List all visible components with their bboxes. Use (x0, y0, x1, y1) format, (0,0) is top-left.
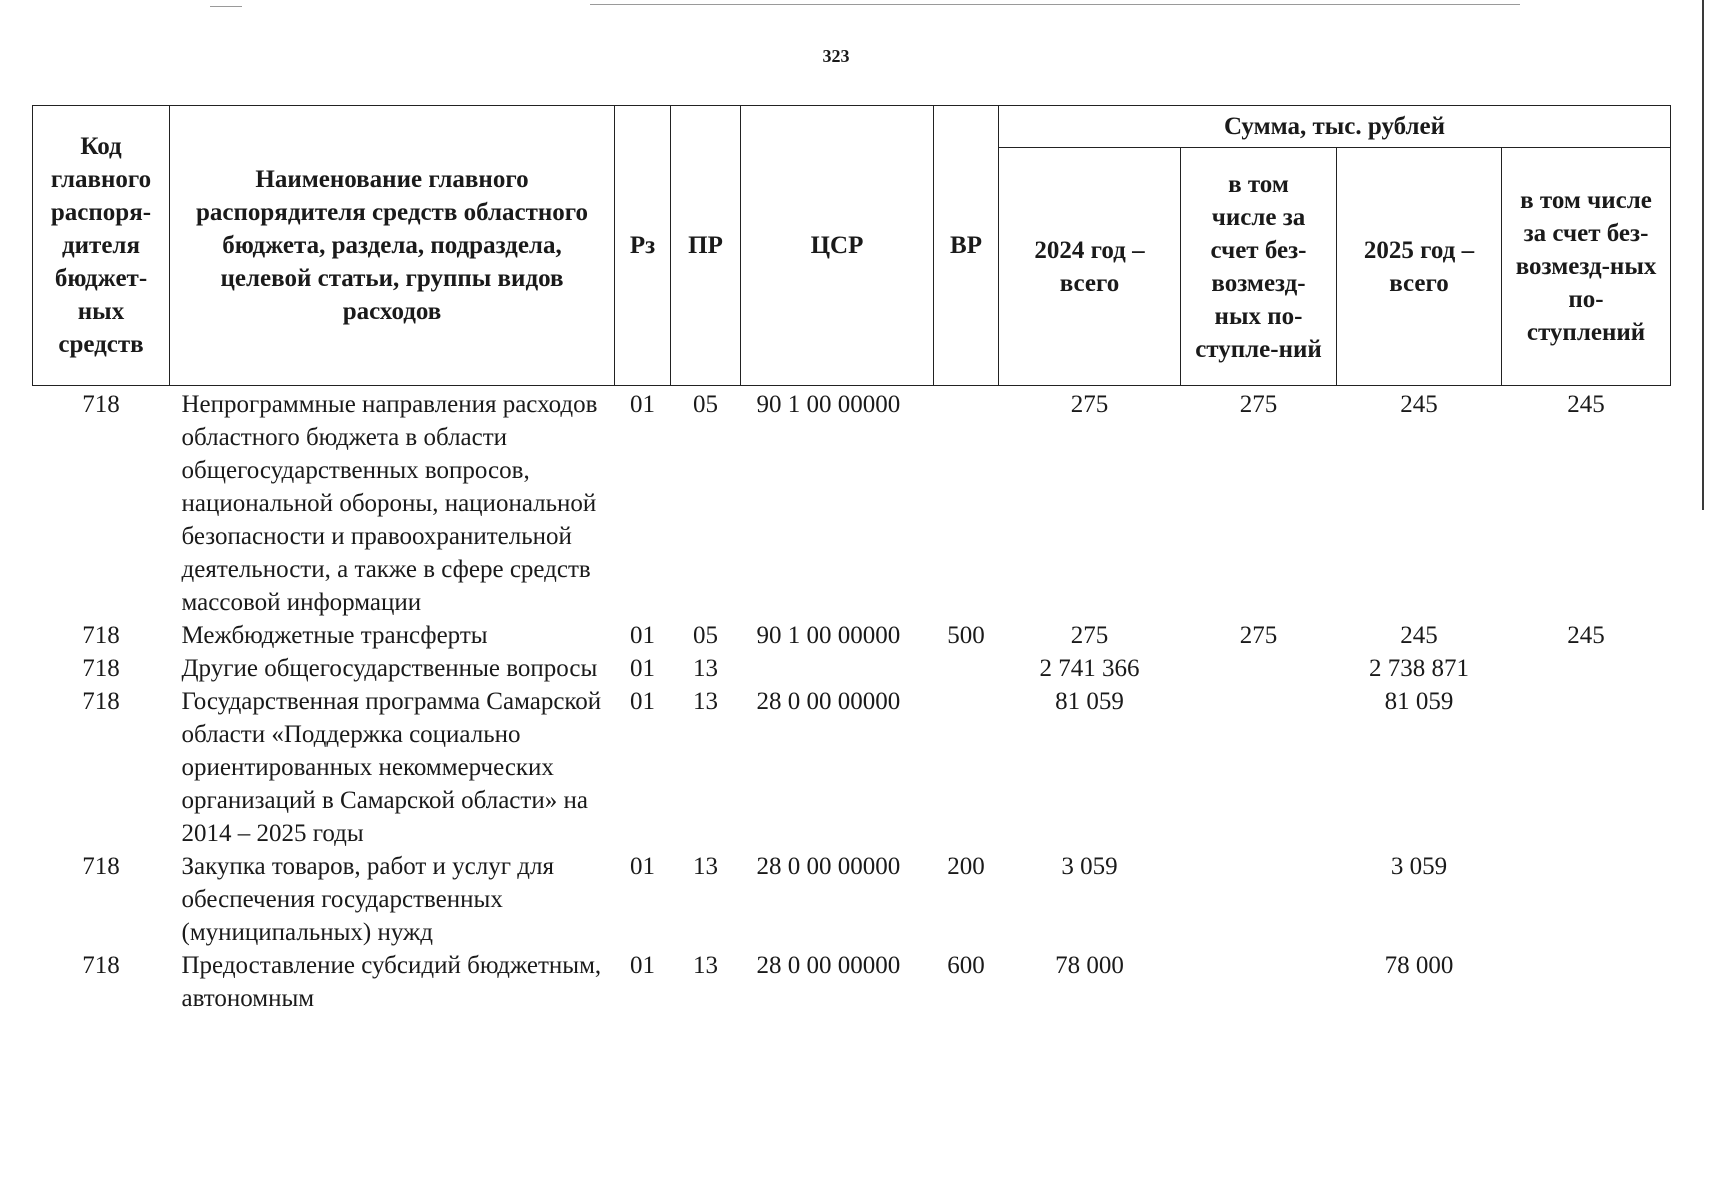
cell-name: Другие общегосударственные вопросы (181, 655, 598, 682)
header-2024-free: в том числе за счет без-возмезд-ных по-ступле-ний (1181, 148, 1337, 386)
table-body (33, 386, 1671, 1016)
cell-vr: 500 (947, 622, 985, 649)
cell-2025-free: 245 (1567, 391, 1605, 418)
cell-2025-total: 2 738 871 (1369, 655, 1469, 682)
cell-2025-total: 3 059 (1390, 853, 1448, 880)
cell-csr: 28 0 00 00000 (756, 688, 901, 715)
cell-rz: 01 (630, 688, 655, 715)
cell-pr: 13 (693, 688, 718, 715)
cell-2025-total: 245 (1400, 622, 1438, 649)
cell-2024-free (1181, 652, 1337, 685)
cell-vr (934, 652, 999, 685)
cell-pr: 13 (693, 853, 718, 880)
cell-2024-free (1181, 949, 1337, 1015)
cell-2025-total: 245 (1400, 391, 1438, 418)
cell-name: Закупка товаров, работ и услуг для обеспечения государственных (муниципальных) нужд (181, 853, 554, 946)
cell-2025-free (1502, 850, 1671, 949)
cell-2025-free (1502, 685, 1671, 850)
cell-2025-total: 78 000 (1384, 952, 1454, 979)
cell-2025-total: 81 059 (1384, 688, 1454, 715)
cell-2024-total: 3 059 (1061, 853, 1118, 880)
cell-vr (934, 386, 999, 620)
cell-csr (741, 652, 934, 685)
cell-2025-free: 245 (1567, 622, 1605, 649)
cell-rz: 01 (630, 622, 655, 649)
cell-2024-total: 78 000 (1055, 952, 1124, 979)
cell-name: Государственная программа Самарской области «Поддержка социально ориентированных некоммерческих организаций в Самарской области» на 2014 – 2025 годы (181, 688, 602, 847)
cell-code: 718 (82, 952, 120, 979)
cell-2024-total: 81 059 (1055, 688, 1124, 715)
cell-rz: 01 (630, 952, 655, 979)
header-csr: ЦСР (741, 106, 934, 386)
cell-2024-total: 275 (1070, 622, 1109, 649)
table-row (33, 619, 1671, 652)
cell-2024-free (1181, 685, 1337, 850)
header-name: Наименование главного распорядителя средств областного бюджета, раздела, подраздела, целевой статьи, группы видов расходов (170, 106, 615, 386)
cell-2025-free (1502, 652, 1671, 685)
table-row (33, 652, 1671, 685)
cell-2024-free: 275 (1239, 622, 1278, 649)
cell-code: 718 (82, 655, 120, 682)
cell-vr: 200 (947, 853, 985, 880)
cell-vr (934, 685, 999, 850)
cell-rz: 01 (630, 853, 655, 880)
cell-pr: 13 (693, 655, 718, 682)
header-pr: ПР (671, 106, 741, 386)
cell-csr: 90 1 00 00000 (756, 622, 901, 649)
cell-code: 718 (82, 688, 120, 715)
header-code: Код главного распоря-дителя бюджет-ных средств (33, 106, 170, 386)
cell-2025-free (1502, 949, 1671, 1015)
cell-name: Предоставление субсидий бюджетным, автономным (181, 952, 602, 1012)
header-2025-free: в том числе за счет без-возмезд-ных по-ступлений (1502, 148, 1671, 386)
header-sum: Сумма, тыс. рублей (999, 106, 1671, 148)
cell-code: 718 (82, 853, 120, 880)
cell-vr: 600 (947, 952, 985, 979)
cell-csr: 28 0 00 00000 (756, 952, 901, 979)
cell-name: Межбюджетные трансферты (181, 622, 488, 649)
cell-rz: 01 (630, 655, 655, 682)
page-number: 323 (822, 46, 850, 66)
budget-table (32, 105, 1671, 1015)
cell-csr: 90 1 00 00000 (756, 391, 901, 418)
cell-code: 718 (82, 391, 120, 418)
header-rz: Рз (615, 106, 671, 386)
table-row (33, 949, 1671, 1015)
cell-pr: 05 (693, 622, 718, 649)
cell-pr: 13 (693, 952, 718, 979)
cell-pr: 05 (693, 391, 718, 418)
scan-edge-right (1702, 0, 1704, 510)
header-2025-total: 2025 год – всего (1337, 148, 1502, 386)
cell-2024-total: 275 (1070, 391, 1109, 418)
table-row (33, 685, 1671, 850)
cell-name: Непрограммные направления расходов областного бюджета в области общегосударственных вопросов, национальной обороны, национальной безопасности и правоохранительной деятельности, а также в сфере средств массовой информации (181, 391, 598, 616)
header-2024-total: 2024 год – всего (999, 148, 1181, 386)
table-row (33, 386, 1671, 620)
scan-edge-line (590, 4, 1520, 5)
cell-rz: 01 (630, 391, 655, 418)
header-vr: ВР (934, 106, 999, 386)
cell-csr: 28 0 00 00000 (756, 853, 901, 880)
scan-edge-mark (210, 6, 242, 7)
table-header (33, 106, 1671, 386)
cell-code: 718 (82, 622, 120, 649)
cell-2024-free: 275 (1239, 391, 1278, 418)
cell-2024-free (1181, 850, 1337, 949)
cell-2024-total: 2 741 366 (1039, 655, 1140, 682)
table-row (33, 850, 1671, 949)
